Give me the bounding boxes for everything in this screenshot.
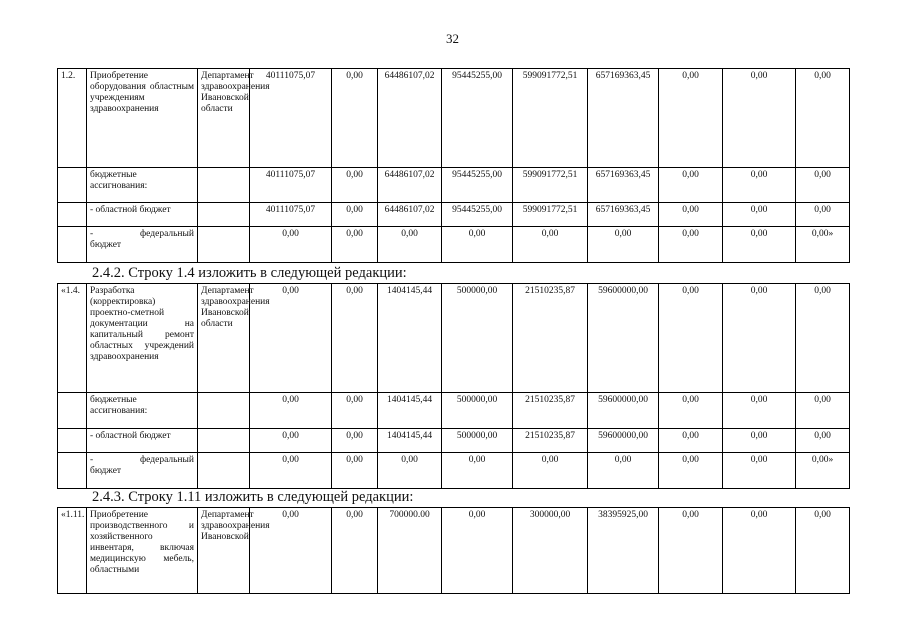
value-cell: 500000,00 <box>442 429 513 453</box>
table-row <box>58 203 850 227</box>
value-cell: 657169363,45 <box>588 203 659 227</box>
federal-word: федеральный <box>140 229 194 239</box>
item-name: Приобретение производственного и хозяйственного инвентаря, включая медицинскую мебель, областными <box>87 508 198 594</box>
value-cell: 0,00 <box>332 284 378 393</box>
item-name <box>87 227 198 263</box>
value-cell: 0,00 <box>659 453 723 489</box>
federal-dash: - <box>90 229 94 239</box>
table-row-1-4 <box>57 283 850 489</box>
section-heading-2-4-3: 2.4.3. Строку 1.11 изложить в следующей редакции: <box>92 489 414 505</box>
value-cell: 599091772,51 <box>513 203 588 227</box>
value-cell: 0,00 <box>723 284 796 393</box>
value-cell: 38395925,00 <box>588 508 659 594</box>
section-heading-2-4-2: 2.4.2. Строку 1.4 изложить в следующей редакции: <box>92 265 407 281</box>
value-cell: 0,00 <box>723 227 796 263</box>
value-cell: 0,00 <box>250 284 332 393</box>
value-cell: 59600000,00 <box>588 284 659 393</box>
value-cell: 0,00 <box>588 227 659 263</box>
value-cell: 0,00 <box>250 429 332 453</box>
value-cell: 0,00 <box>659 508 723 594</box>
value-cell: 0,00 <box>513 453 588 489</box>
value-cell: 0,00 <box>659 69 723 168</box>
value-cell: 64486107,02 <box>378 69 442 168</box>
row-number <box>58 429 87 453</box>
value-cell: 40111075,07 <box>250 69 332 168</box>
table-row <box>58 168 850 203</box>
item-name: Приобретение оборудования областным учреждениям здравоохранения <box>87 69 198 168</box>
table-row <box>58 227 850 263</box>
value-cell: 0,00 <box>378 227 442 263</box>
value-cell: 0,00 <box>332 453 378 489</box>
value-cell: 500000,00 <box>442 393 513 429</box>
value-cell: 0,00 <box>332 227 378 263</box>
value-cell: 0,00 <box>659 203 723 227</box>
value-cell: 0,00 <box>442 508 513 594</box>
value-cell: 0,00 <box>796 69 850 168</box>
value-cell: 0,00» <box>796 453 850 489</box>
value-cell: 0,00 <box>796 508 850 594</box>
value-cell: 657169363,45 <box>588 168 659 203</box>
department <box>198 393 250 429</box>
table-row <box>58 284 850 393</box>
table-row <box>58 508 850 594</box>
value-cell: 40111075,07 <box>250 168 332 203</box>
value-cell: 0,00 <box>659 284 723 393</box>
row-number <box>58 393 87 429</box>
department <box>198 429 250 453</box>
value-cell: 0,00 <box>796 429 850 453</box>
value-cell: 21510235,87 <box>513 284 588 393</box>
table-row-1-11 <box>57 507 850 594</box>
table-row <box>58 69 850 168</box>
value-cell: 0,00 <box>250 453 332 489</box>
federal-word: федеральный <box>140 455 194 465</box>
value-cell: 1404145,44 <box>378 429 442 453</box>
item-name: бюджетные ассигнования: <box>87 168 198 203</box>
table-row-1-2 <box>57 68 850 263</box>
value-cell: 700000.00 <box>378 508 442 594</box>
value-cell: 0,00» <box>796 227 850 263</box>
value-cell: 21510235,87 <box>513 429 588 453</box>
value-cell: 599091772,51 <box>513 69 588 168</box>
row-number: «1.4. <box>58 284 87 393</box>
value-cell: 0,00 <box>442 453 513 489</box>
value-cell: 64486107,02 <box>378 168 442 203</box>
item-name: - областной бюджет <box>87 429 198 453</box>
value-cell: 0,00 <box>250 393 332 429</box>
value-cell: 0,00 <box>796 203 850 227</box>
value-cell: 0,00 <box>796 284 850 393</box>
page-number: 32 <box>446 31 459 46</box>
row-number <box>58 203 87 227</box>
value-cell: 0,00 <box>332 393 378 429</box>
value-cell: 0,00 <box>332 203 378 227</box>
value-cell: 300000,00 <box>513 508 588 594</box>
department: Департамент здравоохранения Ивановской <box>198 508 250 594</box>
value-cell: 95445255,00 <box>442 69 513 168</box>
value-cell: 0,00 <box>378 453 442 489</box>
value-cell: 0,00 <box>659 227 723 263</box>
value-cell: 0,00 <box>332 508 378 594</box>
table-row <box>58 393 850 429</box>
value-cell: 0,00 <box>250 227 332 263</box>
department <box>198 227 250 263</box>
value-cell: 0,00 <box>723 69 796 168</box>
federal-budget-word: бюджет <box>90 466 122 476</box>
value-cell: 0,00 <box>332 69 378 168</box>
department <box>198 203 250 227</box>
row-number: 1.2. <box>58 69 87 168</box>
value-cell: 0,00 <box>796 168 850 203</box>
table-row <box>58 429 850 453</box>
value-cell: 0,00 <box>723 453 796 489</box>
item-name: бюджетные ассигнования: <box>87 393 198 429</box>
value-cell: 0,00 <box>796 393 850 429</box>
item-name: Разработка (корректировка) проектно-сметной документации на капитальный ремонт областных учреждений здравоохранения <box>87 284 198 393</box>
value-cell: 657169363,45 <box>588 69 659 168</box>
value-cell: 21510235,87 <box>513 393 588 429</box>
value-cell: 95445255,00 <box>442 203 513 227</box>
department: Департамент здравоохранения Ивановской области <box>198 69 250 168</box>
value-cell: 0,00 <box>723 168 796 203</box>
federal-budget-word: бюджет <box>90 240 122 250</box>
value-cell: 0,00 <box>723 429 796 453</box>
item-name: - областной бюджет <box>87 203 198 227</box>
value-cell: 0,00 <box>442 227 513 263</box>
row-number <box>58 227 87 263</box>
value-cell: 0,00 <box>659 168 723 203</box>
row-number: «1.11. <box>58 508 87 594</box>
value-cell: 0,00 <box>723 508 796 594</box>
value-cell: 95445255,00 <box>442 168 513 203</box>
value-cell: 64486107,02 <box>378 203 442 227</box>
value-cell: 0,00 <box>332 429 378 453</box>
row-number <box>58 453 87 489</box>
value-cell: 0,00 <box>250 508 332 594</box>
table-row <box>58 453 850 489</box>
value-cell: 0,00 <box>332 168 378 203</box>
value-cell: 0,00 <box>723 203 796 227</box>
value-cell: 500000,00 <box>442 284 513 393</box>
value-cell: 1404145,44 <box>378 284 442 393</box>
item-name <box>87 453 198 489</box>
value-cell: 40111075,07 <box>250 203 332 227</box>
value-cell: 0,00 <box>659 393 723 429</box>
value-cell: 59600000,00 <box>588 393 659 429</box>
row-number <box>58 168 87 203</box>
value-cell: 1404145,44 <box>378 393 442 429</box>
federal-dash: - <box>90 455 94 465</box>
department: Департамент здравоохранения Ивановской области <box>198 284 250 393</box>
value-cell: 0,00 <box>659 429 723 453</box>
value-cell: 59600000,00 <box>588 429 659 453</box>
department <box>198 453 250 489</box>
value-cell: 0,00 <box>588 453 659 489</box>
value-cell: 599091772,51 <box>513 168 588 203</box>
value-cell: 0,00 <box>723 393 796 429</box>
value-cell: 0,00 <box>513 227 588 263</box>
department <box>198 168 250 203</box>
